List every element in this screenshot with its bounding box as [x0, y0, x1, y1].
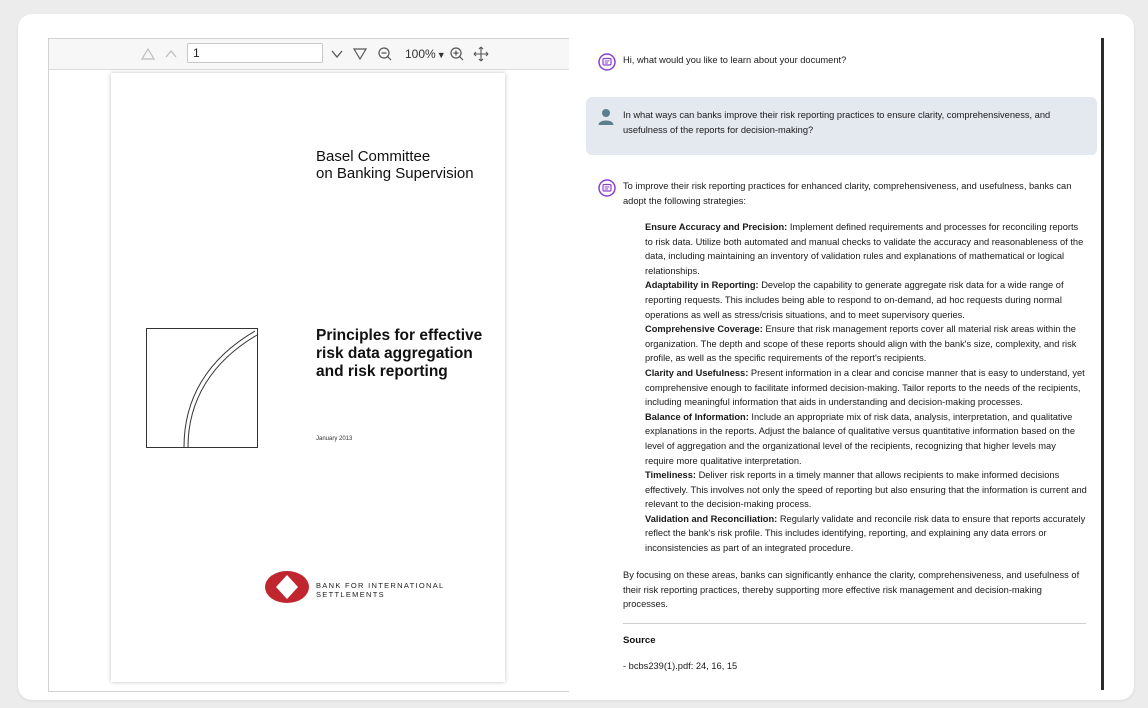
- zoom-in-icon[interactable]: [448, 45, 466, 63]
- triangle-down-icon[interactable]: [351, 45, 369, 63]
- document-date: January 2013: [316, 436, 353, 442]
- list-item: [645, 278, 1087, 322]
- strategy-text: Present information in a clear and concise manner that is easy to understand, yet comprehensive enough to facilitate informed decision-making. Tailor reports to the needs of the recipients, including meaningful information that aids in understanding and decision-making processes.: [645, 367, 1085, 408]
- answer-conclusion: By focusing on these areas, banks can significantly enhance the clarity, comprehensiveness, and usefulness of their risk reporting practices, thereby supporting more effective risk management and decision-making processes.: [623, 570, 1080, 610]
- bis-logo-icon: [264, 570, 310, 604]
- document-title: Principles for effective risk data aggregation and risk reporting: [316, 327, 483, 380]
- committee-name: Basel Committee on Banking Supervision: [316, 148, 474, 182]
- page-number-input[interactable]: [187, 43, 323, 63]
- pdf-toolbar: [49, 39, 582, 70]
- zoom-value: 100%: [405, 47, 436, 61]
- publisher-name: BANK FOR INTERNATIONAL SETTLEMENTS: [316, 581, 445, 599]
- strategy-text: Deliver risk reports in a timely manner that allows recipients to make informed decisions effectively. This involves not only the speed of reporting but also ensuring that the information is current and relevant to the decision-making process.: [645, 470, 1087, 510]
- assistant-avatar-icon: [598, 179, 616, 197]
- list-item: [645, 322, 1087, 366]
- pan-icon[interactable]: [472, 45, 490, 63]
- cover-graphic: [146, 328, 258, 448]
- user-avatar-icon: [597, 108, 615, 126]
- caret-down-icon: ▼: [436, 50, 446, 60]
- zoom-out-icon[interactable]: [376, 45, 394, 63]
- assistant-greeting: Hi, what would you like to learn about your document?: [623, 55, 847, 65]
- strategy-text: Implement defined requirements and processes for reconciling reports to risk data. Utilize both automated and manual checks to validate the accuracy and reasonableness of the data, including maintaining an inventory of validation rules and explanations of mathematical or logical relationships.: [645, 222, 1084, 276]
- zoom-select[interactable]: [405, 47, 446, 61]
- answer-intro: To improve their risk reporting practices for enhanced clarity, comprehensiveness, and usefulness, banks can adopt the following strategies:: [623, 181, 1072, 206]
- strategy-text: Include an appropriate mix of risk data, analysis, interpretation, and qualitative explanations in the reports. Adjust the balance of qualitative versus quantitative information based on the level of aggregation and the organizational level of the recipients, recognizing that higher levels may require more qualitative interpretation.: [645, 411, 1075, 466]
- list-item: [645, 468, 1087, 512]
- chevron-down-icon[interactable]: [328, 45, 346, 63]
- list-item: [645, 220, 1087, 278]
- divider: [623, 623, 1086, 624]
- user-question: In what ways can banks improve their risk reporting practices to ensure clarity, comprehensiveness, and usefulness of the reports for decision-making?: [623, 110, 1051, 135]
- pdf-page: [111, 73, 505, 682]
- strategy-title: Comprehensive Coverage:: [645, 324, 763, 335]
- source-reference[interactable]: - bcbs239(1).pdf: 24, 16, 15: [623, 661, 738, 671]
- strategy-text: Regularly validate and reconcile risk data to ensure that reports accurately reflect the bank's risk profile. This includes identifying, reporting, and explaining any data errors or inconsistencies as part of an integrated procedure.: [645, 513, 1086, 554]
- chevron-up-icon[interactable]: [162, 45, 180, 63]
- pdf-viewer: [48, 38, 583, 692]
- strategy-title: Validation and Reconciliation:: [645, 513, 778, 524]
- chat-scrollbar[interactable]: [1101, 38, 1104, 690]
- chat-panel: [569, 38, 1102, 700]
- list-item: [645, 512, 1087, 556]
- list-item: [645, 410, 1087, 468]
- triangle-up-icon[interactable]: [139, 45, 157, 63]
- strategy-text: Develop the capability to generate aggregate risk data for a wide range of reporting requests. This includes being able to respond to on-demand, ad hoc requests during normal operations as well as stress/crisis situations, and to meet supervisory queries.: [645, 280, 1064, 320]
- app-card: [18, 14, 1134, 700]
- strategy-title: Clarity and Usefulness:: [645, 367, 749, 378]
- strategy-list: [645, 220, 1087, 556]
- strategy-title: Balance of Information:: [645, 411, 749, 422]
- source-heading: Source: [623, 635, 656, 646]
- strategy-text: Ensure that risk management reports cover all material risk areas within the organization. The depth and scope of these reports should align with the bank's size, complexity, and risk profile, as well as the specific requirements of the report's recipients.: [645, 324, 1077, 364]
- strategy-title: Ensure Accuracy and Precision:: [645, 222, 788, 232]
- list-item: [645, 366, 1087, 410]
- strategy-title: Timeliness:: [645, 470, 696, 481]
- strategy-title: Adaptability in Reporting:: [645, 280, 759, 291]
- document-area[interactable]: [49, 70, 569, 691]
- assistant-avatar-icon: [598, 53, 616, 71]
